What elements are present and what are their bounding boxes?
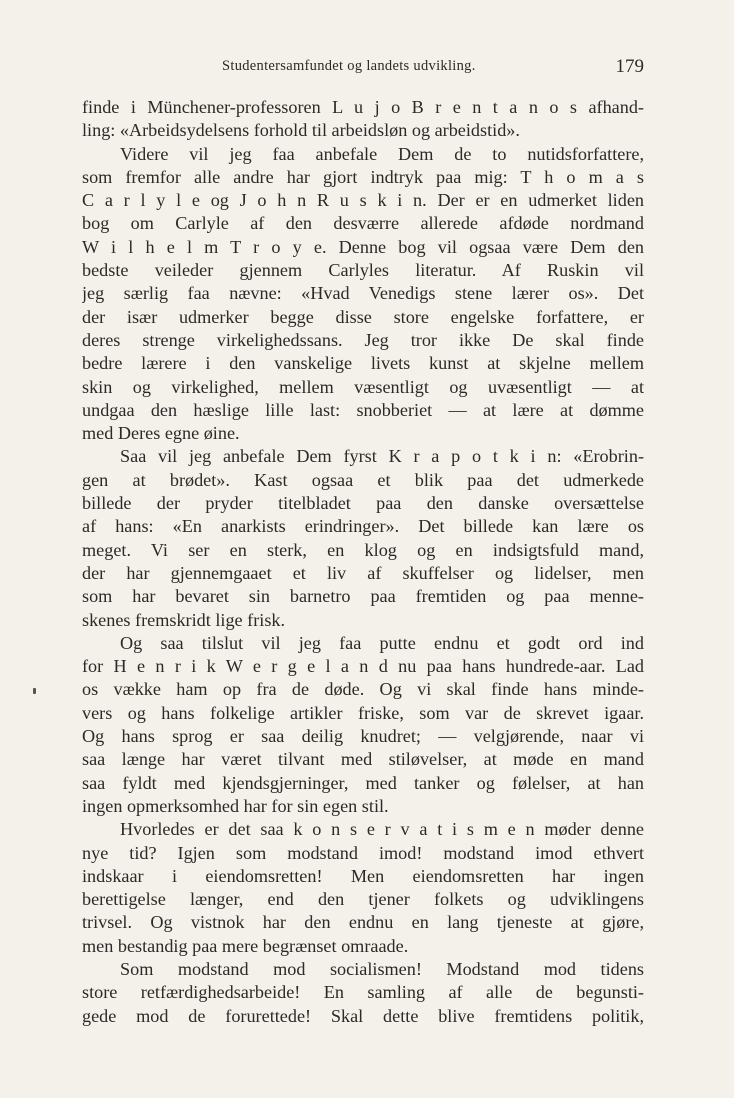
text-line: der har gjennemgaaet et liv af skuffelser og lidelser, men bbox=[82, 562, 644, 583]
text-line: deres strenge virkelighedssans. Jeg tror ikke De skal finde bbox=[82, 329, 644, 350]
body-text bbox=[82, 96, 644, 1028]
text-line: af hans: «En anarkists erindringer». Det billede kan lære os bbox=[82, 516, 644, 537]
text-line: store retfærdighedsarbeide! En samling af alle de begunsti- bbox=[82, 982, 644, 1003]
text-line: saa fyldt med kjendsgjerninger, med tanker og følelser, at han bbox=[82, 772, 644, 793]
text-line: der især udmerker begge disse store engelske forfattere, er bbox=[82, 306, 644, 327]
text-line: bog om Carlyle af den desværre allerede afdøde nordmand bbox=[82, 213, 644, 234]
text-line: bedre lærere i den vanskelige livets kunst at skjelne mellem bbox=[82, 353, 644, 374]
text-line: saa længe har været tilvant med stiløvelser, at møde en mand bbox=[82, 749, 644, 770]
text-line: ling: «Arbeidsydelsens forhold til arbeidsløn og arbeidstid». bbox=[82, 120, 520, 141]
text-line: Og saa tilslut vil jeg faa putte endnu et godt ord ind bbox=[120, 632, 644, 653]
text-line: gede mod de forurettede! Skal dette blive fremtidens politik, bbox=[82, 1005, 644, 1026]
page-number: 179 bbox=[615, 56, 644, 77]
text-line: ingen opmerksomhed har for sin egen stil. bbox=[82, 795, 389, 816]
text-line: skin og virkelighed, mellem væsentligt og uvæsentligt — at bbox=[82, 376, 644, 397]
text-line: billede der pryder titelbladet paa den danske oversættelse bbox=[82, 493, 644, 514]
text-line: Som modstand mod socialismen! Modstand mod tidens bbox=[120, 958, 644, 979]
text-line: berettigelse længer, end den tjener folkets og udviklingens bbox=[82, 889, 644, 910]
running-title: Studentersamfundet og landets udvikling. bbox=[222, 58, 476, 74]
text-line: men bestandig paa mere begrænset omraade. bbox=[82, 935, 409, 956]
text-line: Og hans sprog er saa deilig knudret; — velgjørende, naar vi bbox=[82, 726, 644, 747]
text-line: vers og hans folkelige artikler friske, som var de skrevet igaar. bbox=[82, 702, 644, 723]
text-line: for H e n r i k W e r g e l a n d nu paa hans hundrede-aar. Lad bbox=[82, 656, 644, 677]
text-line: bedste veileder gjennem Carlyles literatur. Af Ruskin vil bbox=[82, 260, 644, 281]
text-line: skenes fremskridt lige frisk. bbox=[82, 609, 286, 630]
text-line: finde i Münchener-professoren L u j o B r e n t a n o s afhand- bbox=[82, 97, 644, 117]
text-line: med Deres egne øine. bbox=[82, 423, 240, 444]
text-line: Hvorledes er det saa k o n s e r v a t i s m e n møder denne bbox=[120, 819, 644, 840]
text-line: nye tid? Igjen som modstand imod! modstand imod ethvert bbox=[82, 842, 644, 863]
text-line: C a r l y l e og J o h n R u s k i n. Der er en udmerket liden bbox=[82, 190, 644, 211]
text-line: Saa vil jeg anbefale Dem fyrst K r a p o t k i n: «Erobrin- bbox=[120, 446, 644, 467]
text-line: trivsel. Og vistnok har den endnu en lang tjeneste at gjøre, bbox=[82, 912, 644, 933]
text-line: undgaa den hæslige lille last: snobberiet — at lære at dømme bbox=[82, 399, 644, 420]
text-line: meget. Vi ser en sterk, en klog og en indsigtsfuld mand, bbox=[82, 539, 644, 560]
text-line: gen at brødet». Kast ogsaa et blik paa det udmerkede bbox=[82, 469, 644, 490]
running-head bbox=[80, 56, 644, 80]
text-line: W i l h e l m T r o y e. Denne bog vil ogsaa være Dem den bbox=[82, 236, 644, 257]
text-line: som har bevaret sin barnetro paa fremtiden og paa menne- bbox=[82, 586, 644, 607]
text-line: som fremfor alle andre har gjort indtryk paa mig: T h o m a s bbox=[82, 166, 644, 187]
text-line: jeg særlig faa nævne: «Hvad Venedigs stene lærer os». Det bbox=[82, 283, 644, 304]
text-line: os vække ham op fra de døde. Og vi skal finde hans minde- bbox=[82, 679, 644, 700]
text-line: Videre vil jeg faa anbefale Dem de to nutidsforfattere, bbox=[120, 143, 644, 164]
text-line: indskaar i eiendomsretten! Men eiendomsretten har ingen bbox=[82, 865, 644, 886]
margin-mark bbox=[33, 688, 36, 694]
